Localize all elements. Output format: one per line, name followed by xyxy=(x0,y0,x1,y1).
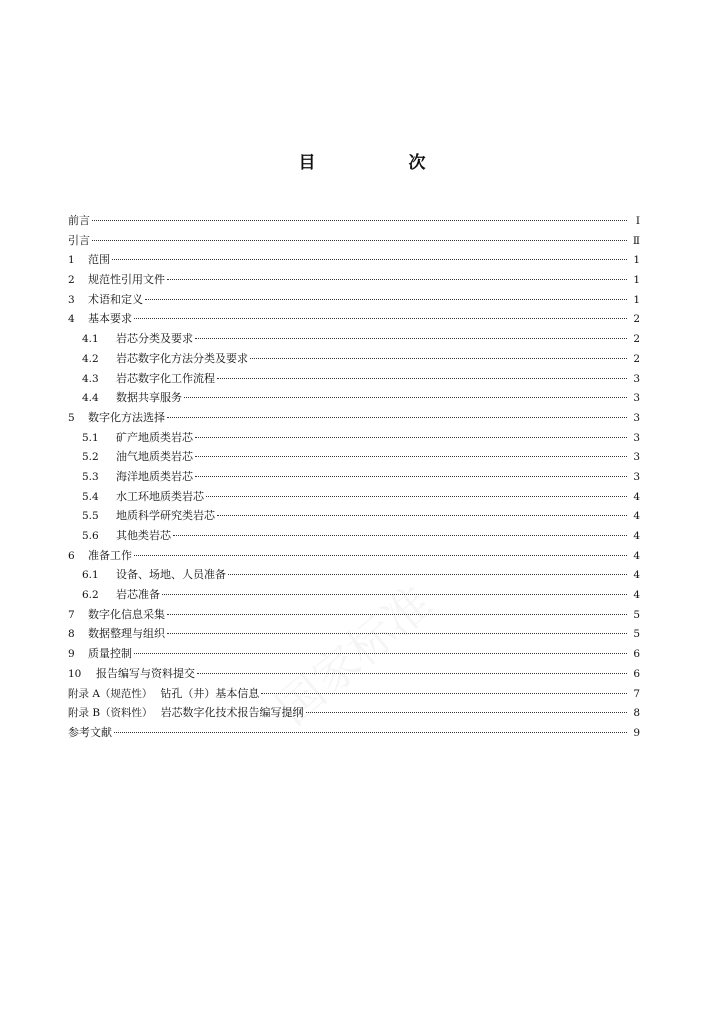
toc-entry[interactable] xyxy=(68,349,640,369)
toc-entry-number: 3 xyxy=(68,293,75,306)
toc-dot-leader xyxy=(195,337,627,339)
toc-entry-label: 地质科学研究类岩芯 xyxy=(116,509,215,523)
toc-entry-label: 设备、场地、人员准备 xyxy=(116,568,226,582)
toc-entry-label: 数据共享服务 xyxy=(116,391,182,405)
toc-dot-leader xyxy=(92,239,627,241)
toc-entry-label: 钻孔（井）基本信息 xyxy=(160,686,260,700)
toc-entry-label: 数字化方法选择 xyxy=(88,410,165,424)
toc-entry[interactable] xyxy=(68,703,640,723)
toc-dot-leader xyxy=(167,632,627,634)
toc-entry[interactable] xyxy=(68,408,640,428)
toc-entry[interactable] xyxy=(68,231,640,251)
toc-entry-number: 4.4 xyxy=(82,392,99,405)
toc-entry-number: 附录 B（资料性） xyxy=(68,707,153,720)
toc-entry[interactable] xyxy=(68,369,640,389)
toc-entry[interactable] xyxy=(68,526,640,546)
toc-entry-label: 基本要求 xyxy=(88,312,132,326)
toc-entry-page-number: 4 xyxy=(633,530,640,542)
toc-entry-label: 范围 xyxy=(88,253,110,267)
toc-entry-label: 准备工作 xyxy=(88,548,132,562)
toc-dot-leader xyxy=(134,652,627,654)
toc-dot-leader xyxy=(197,672,627,674)
toc-entry-label: 参考文献 xyxy=(68,725,112,739)
toc-dot-leader xyxy=(228,573,627,575)
toc-entry[interactable] xyxy=(68,684,640,704)
toc-entry-label: 术语和定义 xyxy=(88,292,143,306)
toc-entry-number: 1 xyxy=(68,254,75,267)
toc-dot-leader xyxy=(184,396,627,398)
toc-entry-number: 5 xyxy=(68,411,75,424)
toc-entry-page-number: 6 xyxy=(633,667,640,680)
toc-entry-number: 6.1 xyxy=(82,569,99,582)
toc-entry-number: 4.1 xyxy=(82,333,99,346)
toc-entry-page-number: 2 xyxy=(633,352,640,365)
toc-entry-label: 水工环地质类岩芯 xyxy=(116,489,204,503)
toc-entry-page-number: 4 xyxy=(633,549,640,562)
toc-entry-page-number: 4 xyxy=(633,490,640,503)
toc-entry[interactable] xyxy=(68,329,640,349)
toc-entry-label: 规范性引用文件 xyxy=(88,273,165,287)
toc-entry[interactable] xyxy=(68,605,640,625)
toc-entry-label: 质量控制 xyxy=(88,647,132,661)
toc-entry-label: 岩芯准备 xyxy=(116,588,160,602)
toc-entry-number: 4.3 xyxy=(82,372,99,385)
toc-entry[interactable] xyxy=(68,624,640,644)
toc-entry-number: 5.6 xyxy=(82,530,99,542)
toc-dot-leader xyxy=(134,317,627,319)
toc-entry[interactable] xyxy=(68,270,640,290)
toc-entry-page-number: 8 xyxy=(633,707,640,720)
toc-entry-page-number: 4 xyxy=(633,589,640,602)
toc-dot-leader xyxy=(145,298,627,300)
toc-entry-page-number: 2 xyxy=(633,333,640,346)
toc-entry[interactable] xyxy=(68,723,640,743)
toc-entry-page-number: 3 xyxy=(633,411,640,424)
toc-entry-page-number: 2 xyxy=(633,313,640,326)
toc-entry[interactable] xyxy=(68,506,640,526)
toc-entry[interactable] xyxy=(68,290,640,310)
toc-dot-leader xyxy=(112,258,627,260)
toc-entry-page-number: 5 xyxy=(633,628,640,641)
toc-entry-page-number: 4 xyxy=(633,569,640,582)
toc-dot-leader xyxy=(250,357,627,359)
toc-entry-number: 9 xyxy=(68,648,75,661)
toc-entry-label: 矿产地质类岩芯 xyxy=(116,430,193,444)
toc-entry-number: 6.2 xyxy=(82,589,99,602)
toc-entry-label: 数据整理与组织 xyxy=(88,627,165,641)
page-title: 目 次 xyxy=(298,153,464,173)
toc-entry-number: 2 xyxy=(68,274,75,287)
toc-dot-leader xyxy=(92,219,627,221)
toc-entry-page-number: 3 xyxy=(633,451,640,464)
toc-entry-label: 前言 xyxy=(68,214,90,227)
toc-entry[interactable] xyxy=(68,565,640,585)
toc-entry-label: 岩芯数字化技术报告编写提纲 xyxy=(160,706,304,720)
toc-entry-page-number: 7 xyxy=(633,687,640,700)
toc-entry[interactable] xyxy=(68,664,640,684)
toc-entry-label: 油气地质类岩芯 xyxy=(116,450,193,464)
toc-entry[interactable] xyxy=(68,211,640,231)
toc-entry[interactable] xyxy=(68,428,640,448)
toc-entry-page-number: 1 xyxy=(633,274,640,287)
toc-entry-page-number: 3 xyxy=(633,431,640,444)
toc-entry[interactable] xyxy=(68,644,640,664)
toc-dot-leader xyxy=(217,514,627,516)
toc-entry-page-number: 3 xyxy=(633,470,640,483)
toc-entry-number: 5.3 xyxy=(82,470,99,483)
toc-entry-number: 7 xyxy=(68,608,75,621)
toc-dot-leader xyxy=(206,495,627,497)
toc-entry-page-number: Ⅱ xyxy=(632,234,640,247)
toc-entry-number: 附录 A（规范性） xyxy=(68,687,153,700)
toc-entry-number: 5.2 xyxy=(82,451,99,464)
toc-entry-label: 岩芯分类及要求 xyxy=(116,332,193,346)
toc-dot-leader xyxy=(162,593,627,595)
toc-entry[interactable] xyxy=(68,467,640,487)
toc-entry[interactable] xyxy=(68,250,640,270)
toc-dot-leader xyxy=(217,377,627,379)
toc-dot-leader xyxy=(306,711,627,713)
toc-entry-label: 报告编写与资料提交 xyxy=(96,666,195,680)
toc-entry-page-number: 1 xyxy=(633,254,640,267)
toc-entry-number: 6 xyxy=(68,549,75,562)
toc-entry-label: 海洋地质类岩芯 xyxy=(116,469,193,483)
toc-entry-number: 5.1 xyxy=(82,431,99,444)
toc-dot-leader xyxy=(167,278,627,280)
toc-entry-page-number: 3 xyxy=(633,392,640,405)
toc-entry-page-number: 5 xyxy=(633,608,640,621)
toc-entry[interactable] xyxy=(68,447,640,467)
toc-dot-leader xyxy=(114,731,627,733)
toc-dot-leader xyxy=(173,534,627,536)
toc-entry-number: 4 xyxy=(68,313,75,326)
toc-dot-leader xyxy=(261,692,627,694)
toc-dot-leader xyxy=(167,613,627,615)
table-of-contents xyxy=(68,211,640,743)
toc-entry[interactable] xyxy=(68,388,640,408)
toc-dot-leader xyxy=(195,436,627,438)
toc-dot-leader xyxy=(195,475,627,477)
toc-entry-number: 5.5 xyxy=(82,510,99,523)
toc-entry[interactable] xyxy=(68,309,640,329)
toc-entry-number: 5.4 xyxy=(82,490,99,503)
toc-entry[interactable] xyxy=(68,585,640,605)
toc-dot-leader xyxy=(134,554,627,556)
toc-entry[interactable] xyxy=(68,546,640,566)
toc-entry-label: 岩芯数字化工作流程 xyxy=(116,371,215,385)
toc-entry-number: 10 xyxy=(68,667,82,680)
toc-entry-label: 数字化信息采集 xyxy=(88,607,165,621)
toc-entry-label: 岩芯数字化方法分类及要求 xyxy=(116,351,248,365)
toc-entry-page-number: 3 xyxy=(633,372,640,385)
toc-entry-page-number: 4 xyxy=(633,510,640,523)
toc-entry-page-number: Ⅰ xyxy=(635,215,640,227)
toc-entry[interactable] xyxy=(68,487,640,507)
toc-entry-label: 其他类岩芯 xyxy=(116,529,171,542)
toc-entry-number: 4.2 xyxy=(82,352,99,365)
toc-entry-number: 8 xyxy=(68,628,75,641)
toc-entry-label: 引言 xyxy=(68,233,90,247)
toc-entry-page-number: 9 xyxy=(633,726,640,739)
toc-dot-leader xyxy=(167,416,627,418)
toc-entry-page-number: 6 xyxy=(633,648,640,661)
toc-dot-leader xyxy=(195,455,627,457)
toc-entry-page-number: 1 xyxy=(633,293,640,306)
